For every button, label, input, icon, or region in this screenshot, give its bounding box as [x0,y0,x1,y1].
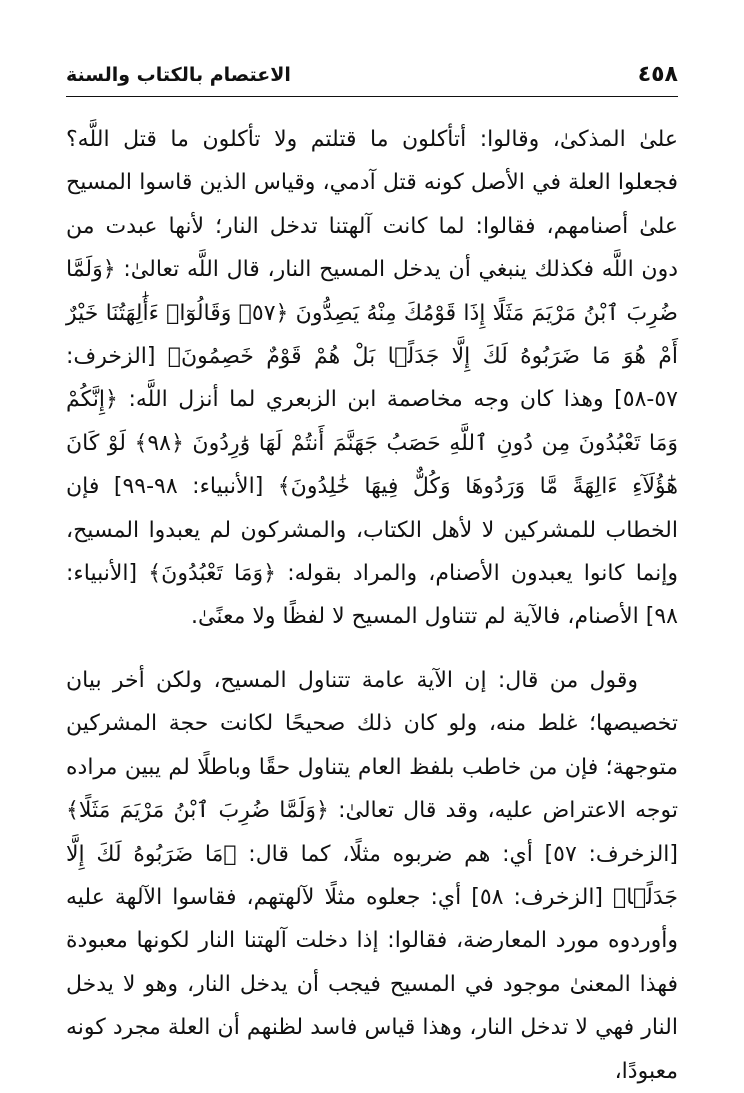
running-title: الاعتصام بالكتاب والسنة [66,64,291,86]
page-number: ٤٥٨ [637,62,678,87]
paragraph-1: علىٰ المذكىٰ، وقالوا: أتأكلون ما قتلتم ولا تأكلون ما قتل اللَّه؟ فجعلوا العلة في الأصل كونه قتل آدمي، وقياس الذين قاسوا المسيح علىٰ أصنامهم، فقالوا: لما كانت آلهتنا تدخل النار؛ لأنها عبدت من دون اللَّه فكذلك ينبغي أن يدخل المسيح النار، قال اللَّه تعالىٰ: ﴿وَلَمَّا ضُرِبَ ٱبْنُ مَرْيَمَ مَثَلًا إِذَا قَوْمُكَ مِنْهُ يَصِدُّونَ ﴿٥٧﴾ وَقَالُوٓا۟ ءَأَٰلِهَتُنَا خَيْرٌ أَمْ هُوَ مَا ضَرَبُوهُ لَكَ إِلَّا جَدَلًۢا بَلْ هُمْ قَوْمٌ خَصِمُونَ﴾ [الزخرف: ٥٧-٥٨] وهذا كان وجه مخاصمة ابن الزبعري لما أنزل اللَّه: ﴿إِنَّكُمْ وَمَا تَعْبُدُونَ مِن دُونِ ٱللَّهِ حَصَبُ جَهَنَّمَ أَنتُمْ لَهَا وَٰرِدُونَ ﴿٩٨﴾ لَوْ كَانَ هَٰٓؤُلَآءِ ءَالِهَةً مَّا وَرَدُوهَا وَكُلٌّ فِيهَا خَٰلِدُونَ﴾ [الأنبياء: ٩٨-٩٩] فإن الخطاب للمشركين لا لأهل الكتاب، والمشركون لم يعبدوا المسيح، وإنما كانوا يعبدون الأصنام، والمراد بقوله: ﴿وَمَا تَعْبُدُونَ﴾ [الأنبياء: ٩٨] الأصنام، فالآية لم تتناول المسيح لا لفظًا ولا معنًىٰ. [66,127,678,630]
paragraph-2: وقول من قال: إن الآية عامة تتناول المسيح، ولكن أخر بيان تخصيصها؛ غلط منه، ولو كان ذلك صحيحًا لكانت حجة المشركين متوجهة؛ فإن من خاطب بلفظ العام يتناول حقًا وباطلًا لم يبين مراده توجه الاعتراض عليه، وقد قال تعالىٰ: ﴿وَلَمَّا ضُرِبَ ٱبْنُ مَرْيَمَ مَثَلًا﴾ [الزخرف: ٥٧] أي: هم ضربوه مثلًا، كما قال: ﴿مَا ضَرَبُوهُ لَكَ إِلَّا جَدَلًۢا﴾ [الزخرف: ٥٨] أي: جعلوه مثلًا لآلهتهم، فقاسوا الآلهة عليه وأوردوه مورد المعارضة، فقالوا: إذا دخلت آلهتنا النار لكونها معبودة فهذا المعنىٰ موجود في المسيح فيجب أن يدخل النار، وهو لا يدخل النار فهي لا تدخل النار، وهذا قياس فاسد لظنهم أن العلة مجرد كونه معبودًا، [66,667,679,1084]
page-header [66,52,678,97]
body-text [66,118,678,1093]
